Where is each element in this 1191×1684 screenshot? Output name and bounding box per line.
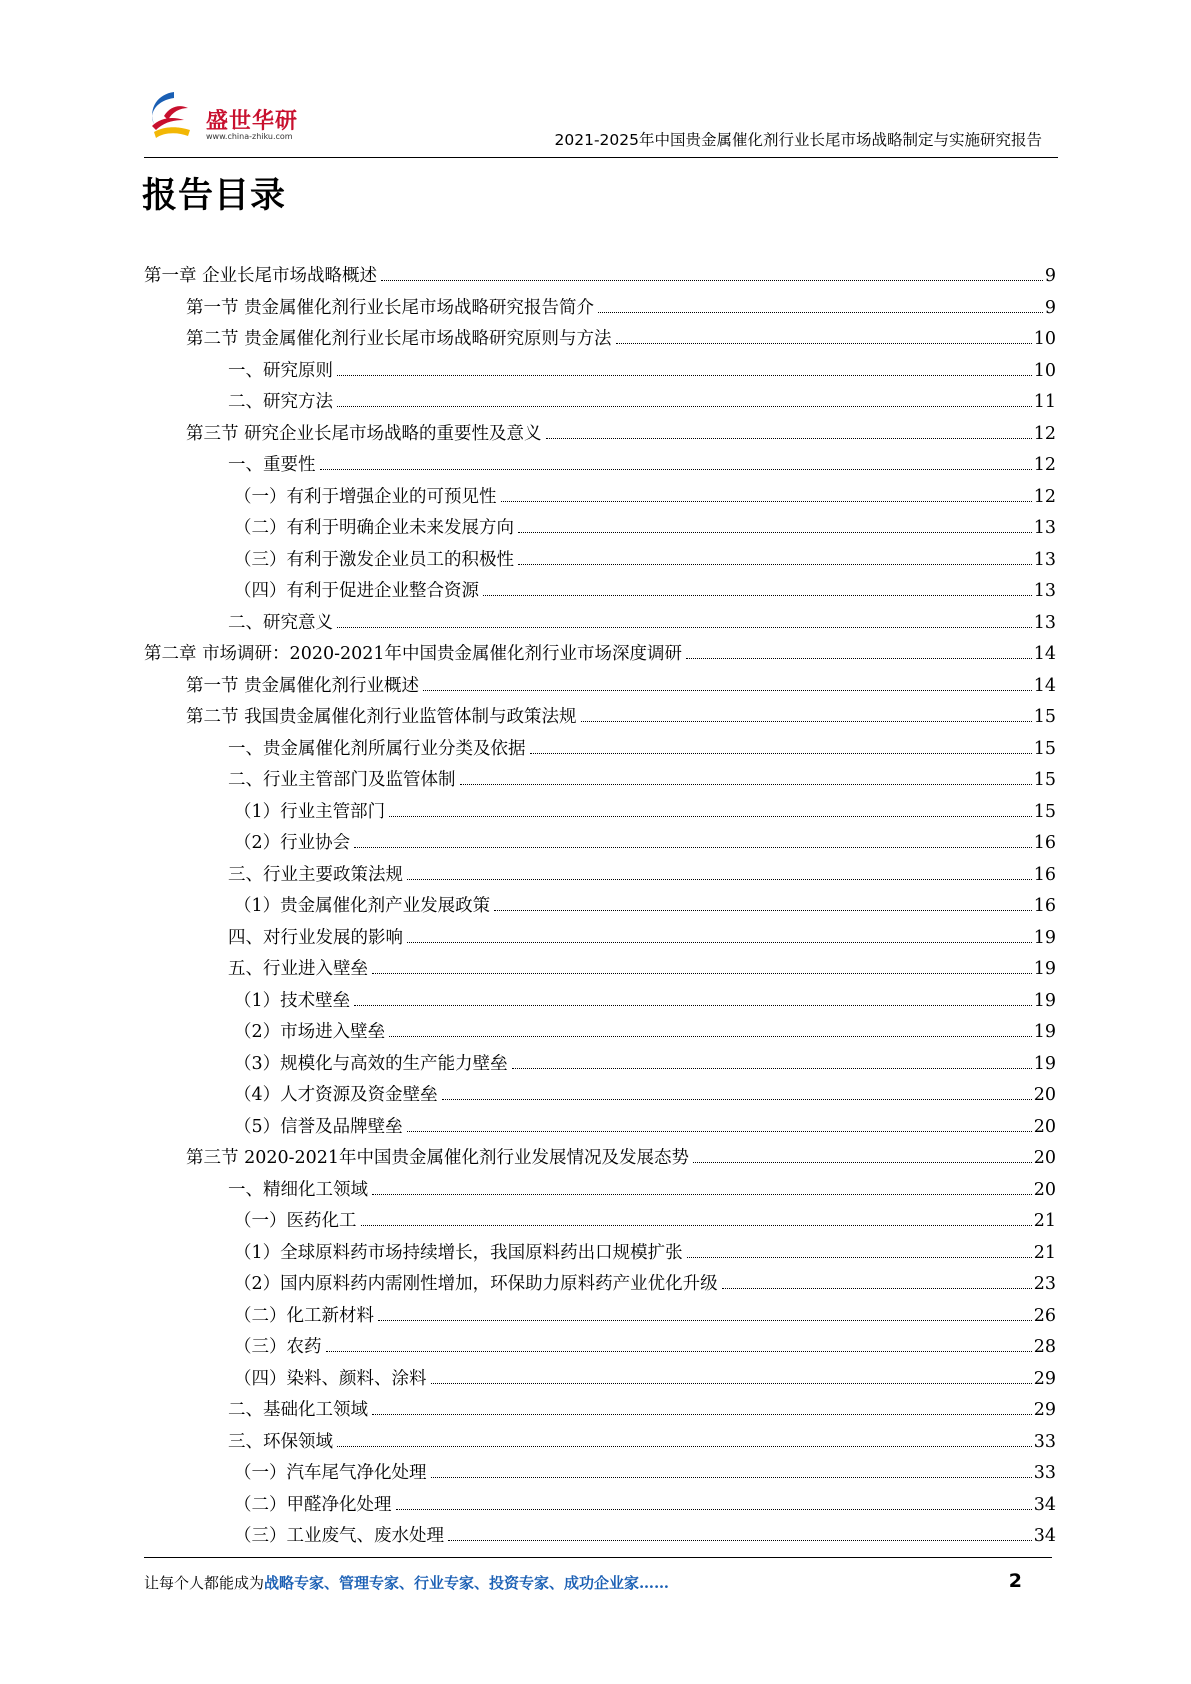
toc-entry-page: 29 xyxy=(1033,1368,1056,1389)
toc-entry-title: 二、行业主管部门及监管体制 xyxy=(228,770,456,790)
toc-entry-title: 一、重要性 xyxy=(228,455,316,475)
toc-dot-leader xyxy=(337,375,1032,376)
toc-dot-leader xyxy=(518,532,1032,533)
toc-entry[interactable] xyxy=(144,735,1056,767)
toc-entry-title: （四）染料、颜料、涂料 xyxy=(234,1368,427,1389)
toc-entry-page: 19 xyxy=(1033,1053,1056,1074)
toc-entry-title: （2）国内原料药内需刚性增加，环保助力原料药产业优化升级 xyxy=(234,1274,718,1294)
toc-entry[interactable] xyxy=(144,1491,1056,1523)
toc-entry[interactable] xyxy=(144,924,1056,956)
toc-entry-title: （二）有利于明确企业未来发展方向 xyxy=(234,518,514,538)
toc-entry-page: 15 xyxy=(1033,770,1056,790)
toc-entry-page: 16 xyxy=(1033,896,1056,916)
toc-dot-leader xyxy=(354,847,1032,848)
toc-dot-leader xyxy=(431,1383,1032,1384)
toc-entry-page: 20 xyxy=(1033,1148,1056,1168)
toc-entry-page: 9 xyxy=(1044,297,1056,318)
toc-entry[interactable] xyxy=(144,262,1056,294)
toc-entry-page: 19 xyxy=(1033,927,1056,948)
toc-entry[interactable] xyxy=(144,1081,1056,1113)
toc-entry[interactable] xyxy=(144,861,1056,893)
toc-entry-page: 12 xyxy=(1033,423,1056,444)
toc-entry[interactable] xyxy=(144,1113,1056,1145)
toc-entry[interactable] xyxy=(144,1396,1056,1428)
toc-entry-page: 12 xyxy=(1033,455,1056,475)
toc-dot-leader xyxy=(423,690,1032,691)
toc-dot-leader xyxy=(460,784,1032,785)
toc-dot-leader xyxy=(598,312,1043,313)
logo-emblem-icon xyxy=(144,86,206,146)
toc-entry[interactable] xyxy=(144,1144,1056,1176)
toc-entry-title: （1）技术壁垒 xyxy=(234,990,351,1011)
toc-entry[interactable] xyxy=(144,1207,1056,1239)
toc-dot-leader xyxy=(372,1194,1032,1195)
page-number: 2 xyxy=(1008,1570,1022,1592)
toc-entry-page: 13 xyxy=(1033,518,1056,538)
table-of-contents xyxy=(144,262,1056,1554)
toc-dot-leader xyxy=(431,1477,1032,1478)
footer-divider xyxy=(144,1557,1052,1558)
toc-entry-page: 11 xyxy=(1033,392,1056,412)
toc-entry-page: 34 xyxy=(1033,1526,1056,1546)
toc-entry-title: 一、精细化工领域 xyxy=(228,1179,368,1200)
toc-entry-title: 第三节 研究企业长尾市场战略的重要性及意义 xyxy=(186,423,542,444)
toc-dot-leader xyxy=(396,1509,1032,1510)
logo-url: www.china-zhiku.com xyxy=(206,132,293,141)
toc-entry-page: 33 xyxy=(1033,1431,1056,1452)
toc-entry-title: （三）有利于激发企业员工的积极性 xyxy=(234,549,514,570)
toc-entry-page: 14 xyxy=(1033,644,1056,664)
toc-entry-title: （2）市场进入壁垒 xyxy=(234,1022,386,1042)
toc-dot-leader xyxy=(501,501,1032,502)
footer-slogan-highlight: 战略专家、管理专家、行业专家、投资专家、成功企业家…… xyxy=(264,1574,670,1592)
toc-entry-title: 第三节 2020-2021年中国贵金属催化剂行业发展情况及发展态势 xyxy=(186,1148,690,1168)
toc-entry[interactable] xyxy=(144,1428,1056,1460)
toc-entry-page: 21 xyxy=(1033,1211,1056,1231)
toc-entry-title: （四）有利于促进企业整合资源 xyxy=(234,581,479,601)
report-title: 2021-2025年中国贵金属催化剂行业长尾市场战略制定与实施研究报告 xyxy=(554,131,1042,149)
page-footer xyxy=(144,1572,1022,1598)
toc-dot-leader xyxy=(686,658,1032,659)
toc-dot-leader xyxy=(389,816,1032,817)
toc-entry-page: 20 xyxy=(1033,1085,1056,1105)
toc-dot-leader xyxy=(381,280,1043,281)
toc-entry[interactable] xyxy=(144,1050,1056,1082)
toc-dot-leader xyxy=(494,910,1032,911)
toc-dot-leader xyxy=(407,942,1032,943)
logo-name: 盛世华研 xyxy=(206,109,299,134)
toc-entry-page: 34 xyxy=(1033,1494,1056,1515)
toc-entry[interactable] xyxy=(144,955,1056,987)
toc-dot-leader xyxy=(320,469,1032,470)
toc-entry-title: 四、对行业发展的影响 xyxy=(228,927,403,948)
toc-entry[interactable] xyxy=(144,451,1056,483)
toc-entry-page: 19 xyxy=(1033,959,1056,979)
toc-entry[interactable] xyxy=(144,357,1056,389)
toc-entry-title: （1）行业主管部门 xyxy=(234,801,386,822)
toc-entry-title: 三、环保领域 xyxy=(228,1431,333,1452)
toc-entry-title: 第二节 贵金属催化剂行业长尾市场战略研究原则与方法 xyxy=(186,329,612,349)
toc-entry-page: 14 xyxy=(1033,675,1056,696)
toc-entry[interactable] xyxy=(144,609,1056,641)
toc-entry-title: （三）农药 xyxy=(234,1337,322,1357)
toc-entry-title: （1）贵金属催化剂产业发展政策 xyxy=(234,896,491,916)
toc-entry[interactable] xyxy=(144,1302,1056,1334)
toc-dot-leader xyxy=(581,721,1032,722)
toc-entry-page: 10 xyxy=(1033,360,1056,381)
toc-entry-title: （1）全球原料药市场持续增长，我国原料药出口规模扩张 xyxy=(234,1242,683,1263)
toc-entry[interactable] xyxy=(144,577,1056,609)
toc-entry-title: 第一节 贵金属催化剂行业长尾市场战略研究报告简介 xyxy=(186,297,595,318)
toc-entry-title: 五、行业进入壁垒 xyxy=(228,959,368,979)
toc-dot-leader xyxy=(354,1005,1032,1006)
toc-dot-leader xyxy=(448,1540,1032,1541)
toc-entry[interactable] xyxy=(144,987,1056,1019)
toc-dot-leader xyxy=(722,1288,1032,1289)
toc-entry-title: （2）行业协会 xyxy=(234,833,351,853)
toc-entry-page: 28 xyxy=(1033,1337,1056,1357)
toc-entry[interactable] xyxy=(144,546,1056,578)
toc-entry-title: （三）工业废气、废水处理 xyxy=(234,1526,444,1546)
toc-entry-page: 21 xyxy=(1033,1242,1056,1263)
toc-entry[interactable] xyxy=(144,294,1056,326)
toc-entry[interactable] xyxy=(144,1333,1056,1365)
toc-entry[interactable] xyxy=(144,892,1056,924)
toc-dot-leader xyxy=(407,879,1032,880)
toc-dot-leader xyxy=(483,595,1032,596)
toc-dot-leader xyxy=(326,1351,1032,1352)
toc-entry-title: 一、研究原则 xyxy=(228,360,333,381)
company-logo xyxy=(144,86,314,146)
toc-entry-title: 二、基础化工领域 xyxy=(228,1400,368,1420)
page-title: 报告目录 xyxy=(142,176,287,216)
toc-entry-page: 16 xyxy=(1033,864,1056,885)
toc-dot-leader xyxy=(546,438,1032,439)
toc-entry-page: 13 xyxy=(1033,549,1056,570)
toc-entry-title: 第二节 我国贵金属催化剂行业监管体制与政策法规 xyxy=(186,707,577,727)
toc-dot-leader xyxy=(361,1225,1032,1226)
toc-dot-leader xyxy=(512,1068,1032,1069)
toc-entry[interactable] xyxy=(144,1176,1056,1208)
toc-entry-page: 20 xyxy=(1033,1179,1056,1200)
toc-entry[interactable] xyxy=(144,1018,1056,1050)
toc-entry-page: 23 xyxy=(1033,1274,1056,1294)
toc-entry[interactable] xyxy=(144,1522,1056,1554)
toc-entry-page: 12 xyxy=(1033,486,1056,507)
toc-entry-title: 第二章 市场调研：2020-2021年中国贵金属催化剂行业市场深度调研 xyxy=(144,644,683,664)
toc-entry-title: （二）甲醛净化处理 xyxy=(234,1494,392,1515)
toc-entry[interactable] xyxy=(144,829,1056,861)
toc-entry[interactable] xyxy=(144,798,1056,830)
toc-entry[interactable] xyxy=(144,1239,1056,1271)
toc-entry-page: 19 xyxy=(1033,1022,1056,1042)
header-divider xyxy=(144,157,1058,158)
toc-dot-leader xyxy=(518,564,1032,565)
toc-dot-leader xyxy=(616,343,1032,344)
footer-slogan xyxy=(144,1572,669,1593)
toc-entry-title: 第一章 企业长尾市场战略概述 xyxy=(144,266,378,286)
page-header xyxy=(144,86,1058,158)
toc-entry-title: 第一节 贵金属催化剂行业概述 xyxy=(186,675,420,696)
toc-dot-leader xyxy=(378,1320,1032,1321)
toc-dot-leader xyxy=(687,1257,1032,1258)
toc-entry[interactable] xyxy=(144,420,1056,452)
toc-entry-page: 29 xyxy=(1033,1400,1056,1420)
toc-entry[interactable] xyxy=(144,325,1056,357)
toc-entry-page: 10 xyxy=(1033,329,1056,349)
toc-entry-page: 15 xyxy=(1033,707,1056,727)
toc-entry-title: （二）化工新材料 xyxy=(234,1305,374,1326)
toc-entry-page: 15 xyxy=(1033,738,1056,759)
toc-dot-leader xyxy=(407,1131,1032,1132)
toc-entry[interactable] xyxy=(144,483,1056,515)
toc-entry-page: 33 xyxy=(1033,1463,1056,1483)
toc-entry-title: 二、研究方法 xyxy=(228,392,333,412)
toc-dot-leader xyxy=(530,753,1032,754)
toc-entry-title: 二、研究意义 xyxy=(228,612,333,633)
toc-dot-leader xyxy=(693,1162,1032,1163)
toc-dot-leader xyxy=(372,973,1032,974)
toc-dot-leader xyxy=(442,1099,1032,1100)
toc-entry-page: 13 xyxy=(1033,612,1056,633)
toc-dot-leader xyxy=(337,627,1032,628)
toc-entry[interactable] xyxy=(144,703,1056,735)
toc-entry[interactable] xyxy=(144,514,1056,546)
toc-entry-page: 13 xyxy=(1033,581,1056,601)
footer-slogan-prefix: 让每个人都能成为 xyxy=(144,1574,265,1592)
toc-entry[interactable] xyxy=(144,388,1056,420)
toc-entry-page: 15 xyxy=(1033,801,1056,822)
toc-entry-title: 一、贵金属催化剂所属行业分类及依据 xyxy=(228,738,526,759)
toc-entry-page: 9 xyxy=(1044,266,1056,286)
toc-entry-page: 16 xyxy=(1033,833,1056,853)
toc-entry[interactable] xyxy=(144,1365,1056,1397)
toc-entry[interactable] xyxy=(144,1459,1056,1491)
toc-dot-leader xyxy=(337,406,1032,407)
toc-entry[interactable] xyxy=(144,640,1056,672)
toc-entry-title: （一）汽车尾气净化处理 xyxy=(234,1463,427,1483)
toc-entry-title: （一）医药化工 xyxy=(234,1211,357,1231)
toc-entry-title: 三、行业主要政策法规 xyxy=(228,864,403,885)
toc-entry-title: （一）有利于增强企业的可预见性 xyxy=(234,486,497,507)
toc-entry-title: （4）人才资源及资金壁垒 xyxy=(234,1085,438,1105)
toc-entry-title: （5）信誉及品牌壁垒 xyxy=(234,1116,403,1137)
toc-dot-leader xyxy=(389,1036,1032,1037)
toc-entry[interactable] xyxy=(144,766,1056,798)
toc-entry[interactable] xyxy=(144,672,1056,704)
toc-entry-page: 20 xyxy=(1033,1116,1056,1137)
toc-entry-title: （3）规模化与高效的生产能力壁垒 xyxy=(234,1053,508,1074)
toc-entry-page: 19 xyxy=(1033,990,1056,1011)
toc-entry-page: 26 xyxy=(1033,1305,1056,1326)
toc-entry[interactable] xyxy=(144,1270,1056,1302)
toc-dot-leader xyxy=(372,1414,1032,1415)
toc-dot-leader xyxy=(337,1446,1032,1447)
